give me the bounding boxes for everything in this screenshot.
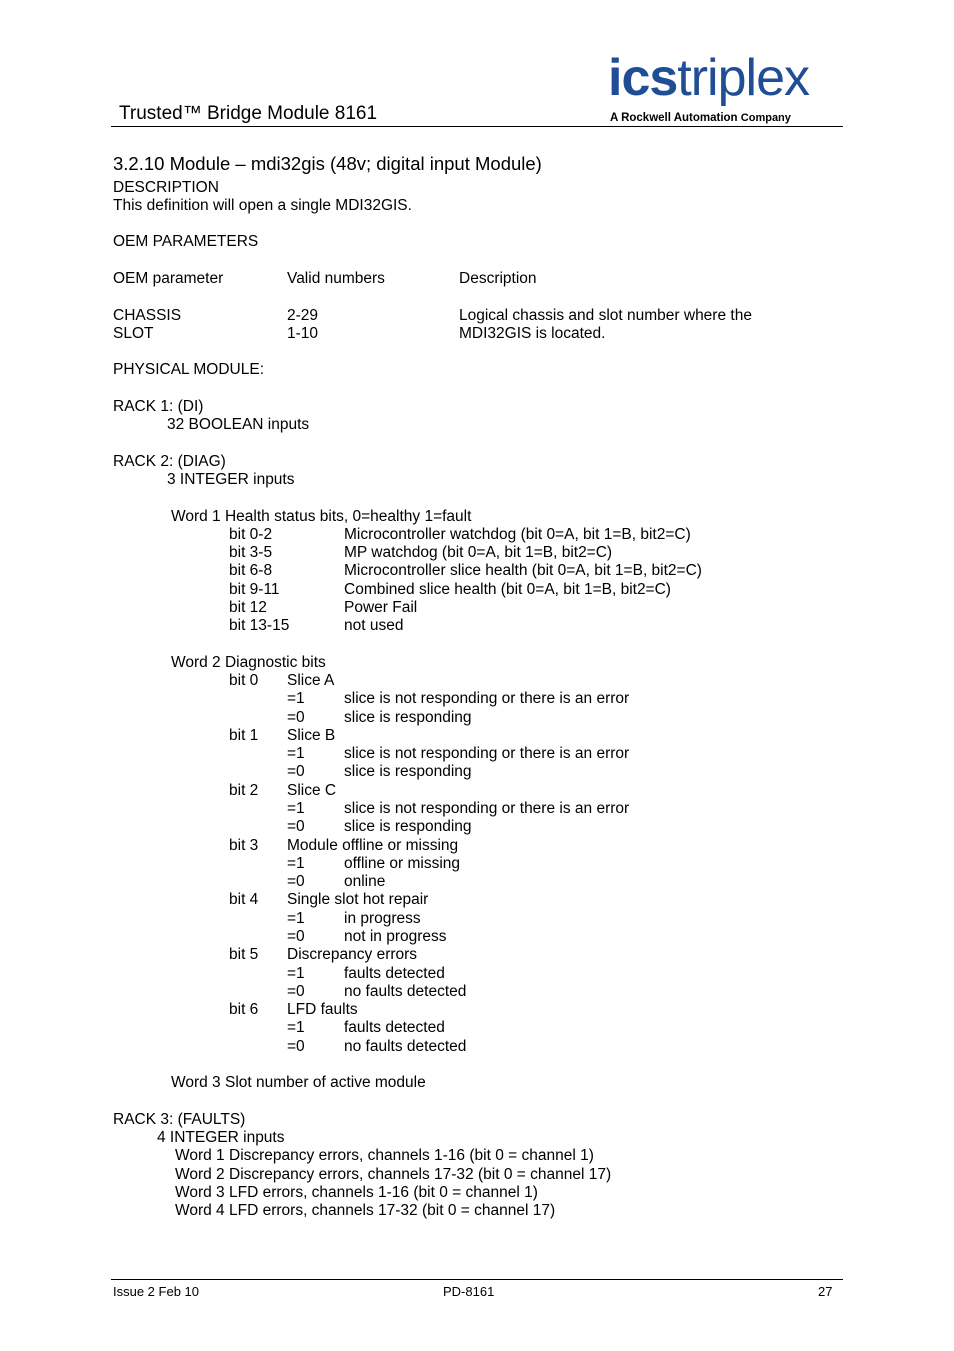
word1-bit-desc: Combined slice health (bit 0=A, bit 1=B, bit2=C): [344, 581, 671, 598]
oem-row-valid: 2-29: [287, 307, 319, 324]
word2-value-desc: offline or missing: [344, 855, 461, 872]
word1-bit-desc: Microcontroller slice health (bit 0=A, bit 1=B, bit2=C): [344, 562, 702, 579]
word2-value: =1: [287, 745, 305, 762]
word2-value-desc: faults detected: [344, 965, 445, 982]
rack1-title: RACK 1: (DI): [113, 398, 204, 415]
description-text: This definition will open a single MDI32GIS.: [113, 197, 412, 214]
word2-value: =1: [287, 1019, 305, 1036]
word2-value-desc: no faults detected: [344, 1038, 467, 1055]
word2-bit-name: Single slot hot repair: [287, 891, 429, 908]
word2-value-desc: not in progress: [344, 928, 447, 945]
word2-value-desc: slice is not responding or there is an error: [344, 800, 630, 817]
word1-bit-desc: Power Fail: [344, 599, 418, 616]
footer-rule: [111, 1279, 843, 1280]
word2-value-desc: no faults detected: [344, 983, 467, 1000]
word1-bit: bit 6-8: [229, 562, 273, 579]
word2-bit: bit 1: [229, 727, 259, 744]
word1-bit: bit 9-11: [229, 581, 280, 598]
word2-bit-name: Slice A: [287, 672, 335, 689]
word2-bit-name: Discrepancy errors: [287, 946, 418, 963]
word2-value-desc: in progress: [344, 910, 421, 927]
word2-value-desc: slice is not responding or there is an error: [344, 745, 630, 762]
word2-bit: bit 0: [229, 672, 259, 689]
oem-row-param: CHASSIS: [113, 307, 182, 324]
word2-bit: bit 4: [229, 891, 259, 908]
oem-header-valid: Valid numbers: [287, 270, 385, 287]
rack3-word-desc: LFD errors, channels 1-16 (bit 0 = channel 1): [229, 1184, 538, 1201]
word2-bit: bit 5: [229, 946, 259, 963]
word2-bit-name: Slice B: [287, 727, 336, 744]
word2-value: =0: [287, 1038, 305, 1055]
word2-value-desc: slice is responding: [344, 818, 472, 835]
word2-value: =1: [287, 690, 305, 707]
header-rule: [111, 126, 843, 127]
word2-value: =0: [287, 983, 305, 1000]
word2-value-desc: slice is responding: [344, 709, 472, 726]
word2-value: =0: [287, 763, 305, 780]
rack1-sub: 32 BOOLEAN inputs: [167, 416, 310, 433]
word1-bit: bit 0-2: [229, 526, 273, 543]
word2-title: Word 2 Diagnostic bits: [171, 654, 326, 671]
word2-value: =1: [287, 965, 305, 982]
word2-value-desc: online: [344, 873, 386, 890]
oem-row-desc: Logical chassis and slot number where the: [459, 307, 752, 324]
word1-title: Word 1 Health status bits, 0=healthy 1=fault: [171, 508, 472, 525]
word2-bit-name: Slice C: [287, 782, 337, 799]
word1-bit: bit 13-15: [229, 617, 290, 634]
oem-row-desc: MDI32GIS is located.: [459, 325, 606, 342]
oem-row-valid: 1-10: [287, 325, 319, 342]
word2-value: =0: [287, 709, 305, 726]
word2-value-desc: slice is not responding or there is an error: [344, 690, 630, 707]
word2-value-desc: faults detected: [344, 1019, 445, 1036]
company-logo: [608, 49, 844, 128]
word2-bit: bit 3: [229, 837, 259, 854]
word2-value: =1: [287, 910, 305, 927]
logo-wordmark: icstriplex: [608, 49, 810, 107]
rack2-title: RACK 2: (DIAG): [113, 453, 226, 470]
rack3-word: Word 2: [175, 1166, 225, 1183]
word2-bit: bit 6: [229, 1001, 259, 1018]
header-title: Trusted™ Bridge Module 8161: [119, 103, 378, 124]
word1-bit-desc: not used: [344, 617, 404, 634]
word2-value: =0: [287, 873, 305, 890]
word1-bit-desc: MP watchdog (bit 0=A, bit 1=B, bit2=C): [344, 544, 613, 561]
oem-header-param: OEM parameter: [113, 270, 224, 287]
rack3-word: Word 1: [175, 1147, 225, 1164]
footer-issue: Issue 2 Feb 10: [113, 1284, 199, 1299]
word2-bit-name: Module offline or missing: [287, 837, 459, 854]
oem-row-param: SLOT: [113, 325, 154, 342]
rack3-title: RACK 3: (FAULTS): [113, 1111, 246, 1128]
physical-module-label: PHYSICAL MODULE:: [113, 361, 265, 378]
rack3-word-desc: Discrepancy errors, channels 17-32 (bit 0 = channel 17): [229, 1166, 612, 1183]
word1-bit: bit 3-5: [229, 544, 273, 561]
rack2-sub: 3 INTEGER inputs: [167, 471, 295, 488]
footer-page-number: 27: [818, 1284, 833, 1299]
section-title: 3.2.10 Module – mdi32gis (48v; digital input Module): [113, 153, 542, 174]
oem-parameters-label: OEM PARAMETERS: [113, 233, 259, 250]
rack3-sub: 4 INTEGER inputs: [157, 1129, 285, 1146]
rack3-word-desc: Discrepancy errors, channels 1-16 (bit 0 = channel 1): [229, 1147, 594, 1164]
word2-value: =0: [287, 928, 305, 945]
footer-doc-number: PD-8161: [443, 1284, 495, 1299]
word2-value: =1: [287, 855, 305, 872]
word2-value: =0: [287, 818, 305, 835]
logo-tagline: A Rockwell Automation Company: [610, 112, 791, 124]
word1-bit-desc: Microcontroller watchdog (bit 0=A, bit 1=B, bit2=C): [344, 526, 691, 543]
word1-bit: bit 12: [229, 599, 267, 616]
rack3-word: Word 3: [175, 1184, 225, 1201]
rack3-word-desc: LFD errors, channels 17-32 (bit 0 = channel 17): [229, 1202, 556, 1219]
word2-value-desc: slice is responding: [344, 763, 472, 780]
rack3-word: Word 4: [175, 1202, 225, 1219]
word2-bit: bit 2: [229, 782, 259, 799]
word2-bit-name: LFD faults: [287, 1001, 358, 1018]
oem-header-description: Description: [459, 270, 537, 287]
word2-value: =1: [287, 800, 305, 817]
description-label: DESCRIPTION: [113, 179, 219, 196]
word3-title: Word 3 Slot number of active module: [171, 1074, 426, 1091]
